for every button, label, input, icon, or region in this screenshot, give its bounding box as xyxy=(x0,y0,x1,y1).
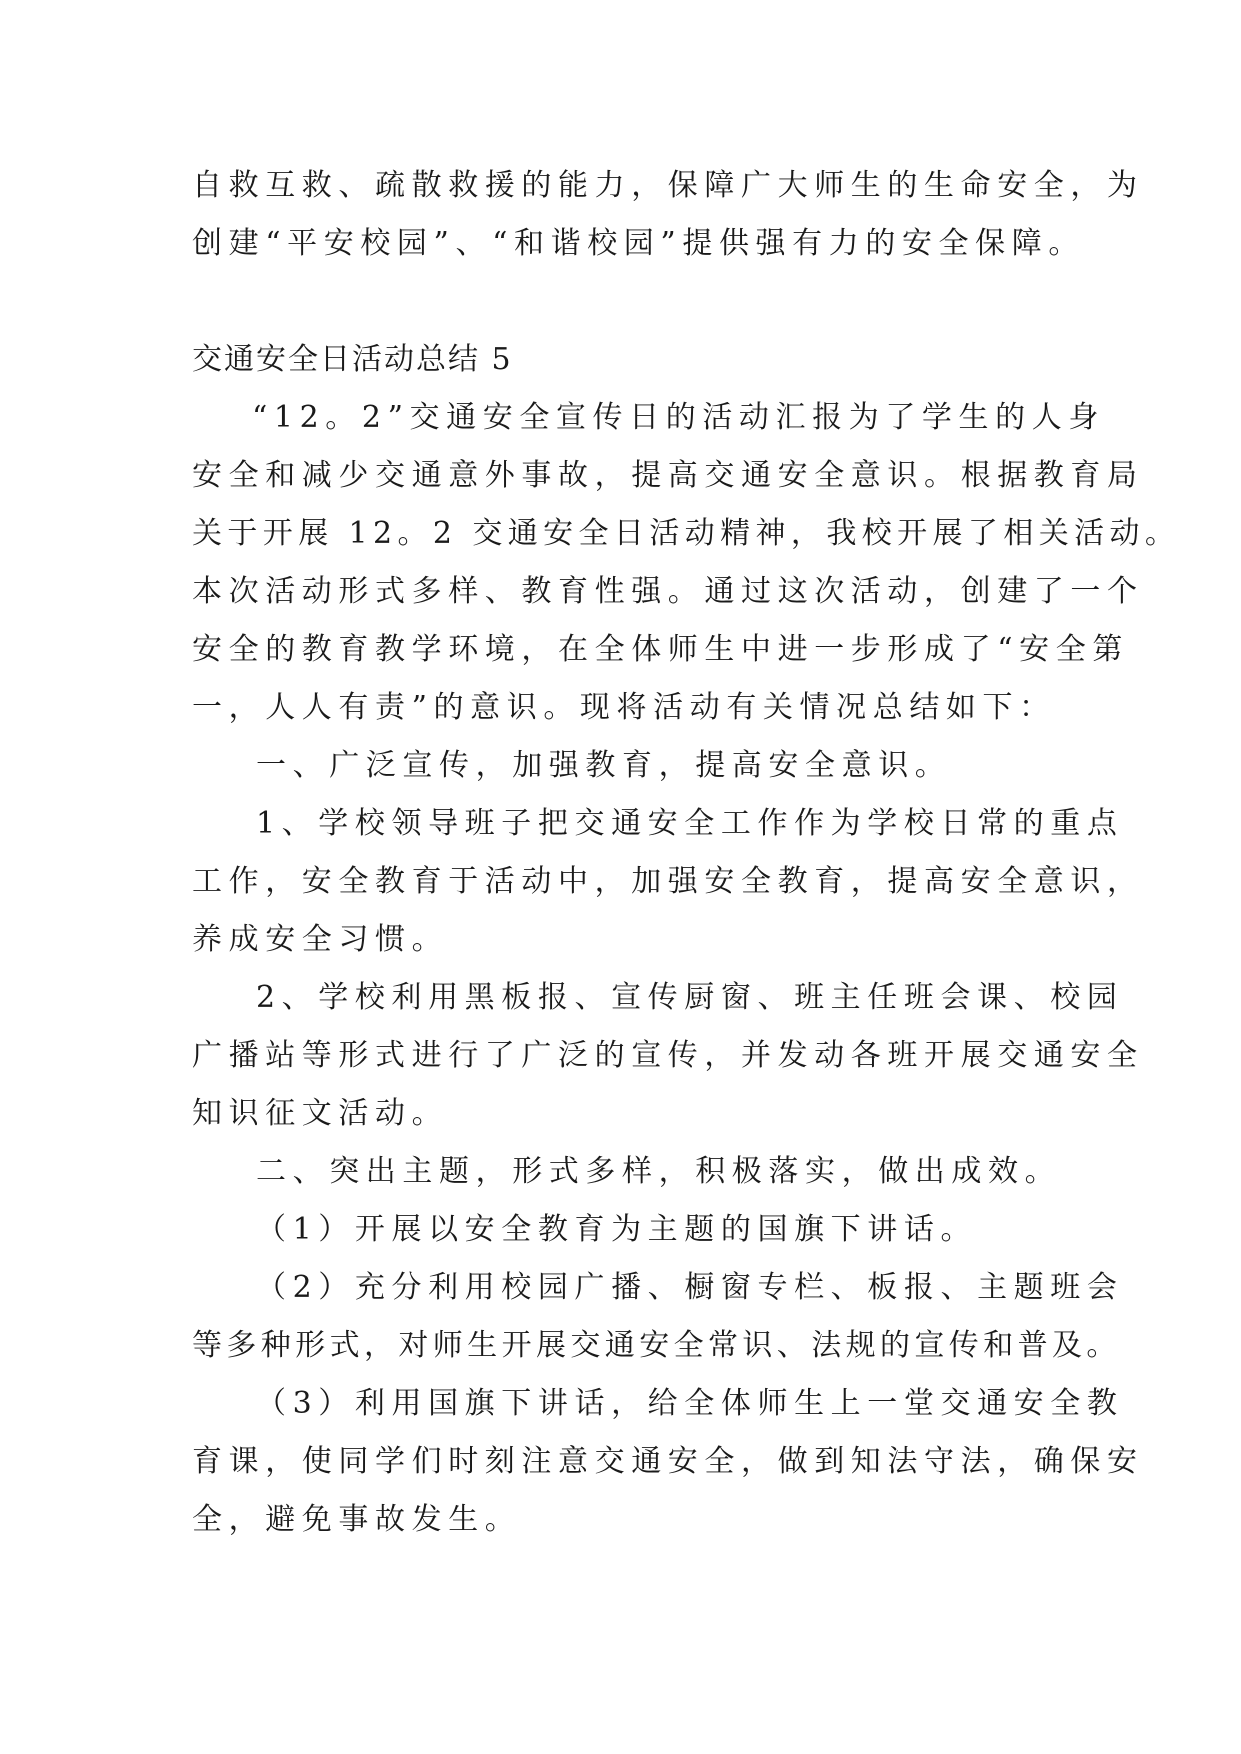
paragraph-line: （3）利用国旗下讲话，给全体师生上一堂交通安全教 xyxy=(256,1386,1124,1421)
paragraph-line: “12。2”交通安全宣传日的活动汇报为了学生的人身 xyxy=(252,400,1105,435)
paragraph-line: 全，避免事故发生。 xyxy=(192,1502,522,1537)
paragraph-line: 工作，安全教育于活动中，加强安全教育，提高安全意识， xyxy=(192,864,1144,899)
paragraph-line: 育课，使同学们时刻注意交通安全，做到知法守法，确保安 xyxy=(192,1444,1144,1479)
paragraph-line: 1、学校领导班子把交通安全工作作为学校日常的重点 xyxy=(256,806,1124,841)
paragraph-line: 一，人人有责”的意识。现将活动有关情况总结如下： xyxy=(192,690,1056,725)
paragraph-line: 关于开展 12。2 交通安全日活动精神，我校开展了相关活动。 xyxy=(192,516,1181,551)
paragraph-line: （1）开展以安全教育为主题的国旗下讲话。 xyxy=(256,1212,978,1247)
paragraph-line: 知识征文活动。 xyxy=(192,1096,449,1131)
paragraph-line: 2、学校利用黑板报、宣传厨窗、班主任班会课、校园 xyxy=(256,980,1124,1015)
section-heading: 二、突出主题，形式多样，积极落实，做出成效。 xyxy=(256,1154,1062,1189)
paragraph-line: 等多种形式，对师生开展交通安全常识、法规的宣传和普及。 xyxy=(192,1328,1121,1363)
paragraph-line: 养成安全习惯。 xyxy=(192,922,449,957)
paragraph-line: （2）充分利用校园广播、橱窗专栏、板报、主题班会 xyxy=(256,1270,1124,1305)
paragraph-line: 创建“平安校园”、“和谐校园”提供强有力的安全保障。 xyxy=(192,226,1085,261)
paragraph-line: 广播站等形式进行了广泛的宣传，并发动各班开展交通安全 xyxy=(192,1038,1144,1073)
paragraph-line: 自救互救、疏散救援的能力，保障广大师生的生命安全，为 xyxy=(192,168,1144,203)
paragraph-line: 安全的教育教学环境，在全体师生中进一步形成了“安全第 xyxy=(192,632,1129,667)
paragraph-line: 本次活动形式多样、教育性强。通过这次活动，创建了一个 xyxy=(192,574,1144,609)
section-heading: 一、广泛宣传，加强教育，提高安全意识。 xyxy=(256,748,952,783)
section-title: 交通安全日活动总结 5 xyxy=(192,342,513,377)
paragraph-line: 安全和减少交通意外事故，提高交通安全意识。根据教育局 xyxy=(192,458,1144,493)
